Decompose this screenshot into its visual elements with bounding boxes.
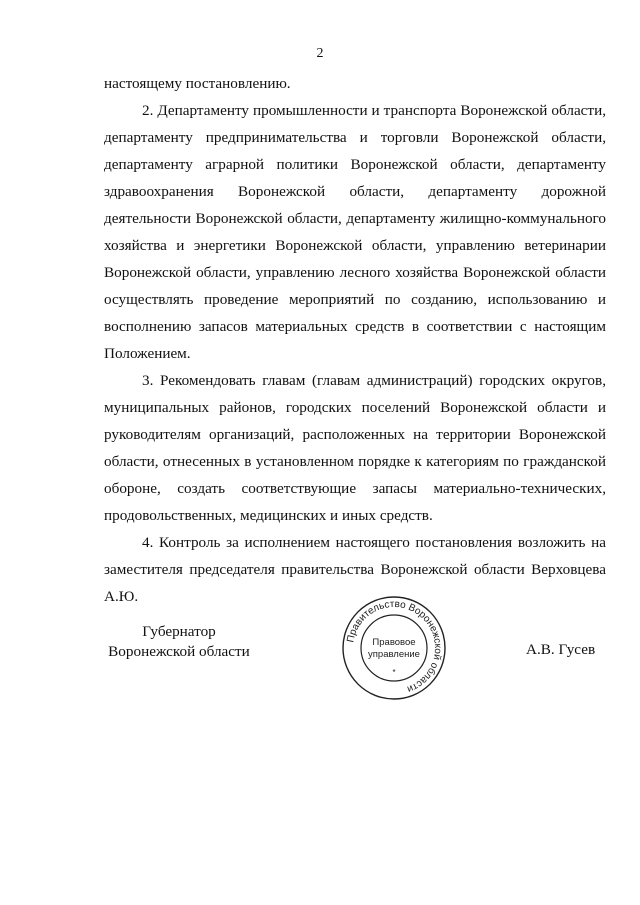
document-body [104,70,606,610]
stamp-center-line2: управление [368,649,420,660]
stamp-outer-ring [343,597,445,699]
stamp-center-line1: Правовое [372,637,416,648]
official-stamp [341,595,447,701]
stamp-star-icon: * [392,668,396,677]
paragraph-continuation: настоящему постановлению. [104,75,291,92]
signatory-title [104,622,254,662]
signatory-title-line1: Губернатор [142,623,216,640]
stamp-ring-text: Правительство Воронежской области [345,598,444,695]
signatory-name: А.В. Гусев [526,641,596,658]
paragraph-item-2: 2. Департаменту промышленности и транспорта Воронежской области, департаменту предпринимательства и торговли Воронежской области, департаменту аграрной политики Воронежской области, департаменту здравоохранения Воронежской области, департаменту дорожной деятельности Воронежской области, департаменту жилищно-коммунального хозяйства и энергетики Воронежской области, управлению ветеринарии Воронежской области, управлению лесного хозяйства Воронежской области осуществлять проведение мероприятий по созданию, использованию и восполнению запасов материальных средств в соответствии с настоящим Положением. [104,102,606,362]
paragraph-item-4: 4. Контроль за исполнением настоящего постановления возложить на заместителя председателя правительства Воронежской области Верховцева А.Ю. [104,534,606,605]
signatory-title-line2: Воронежской области [108,643,250,660]
page-number: 2 [316,46,324,61]
paragraph-item-3: 3. Рекомендовать главам (главам администраций) городских округов, муниципальных районов, городских поселений Воронежской области и руководителям организаций, расположенных на территории Воронежской области, отнесенных в установленном порядке к категориям по гражданской обороне, создать соответствующие запасы материально-технических, продовольственных, медицинских и иных средств. [104,372,606,524]
